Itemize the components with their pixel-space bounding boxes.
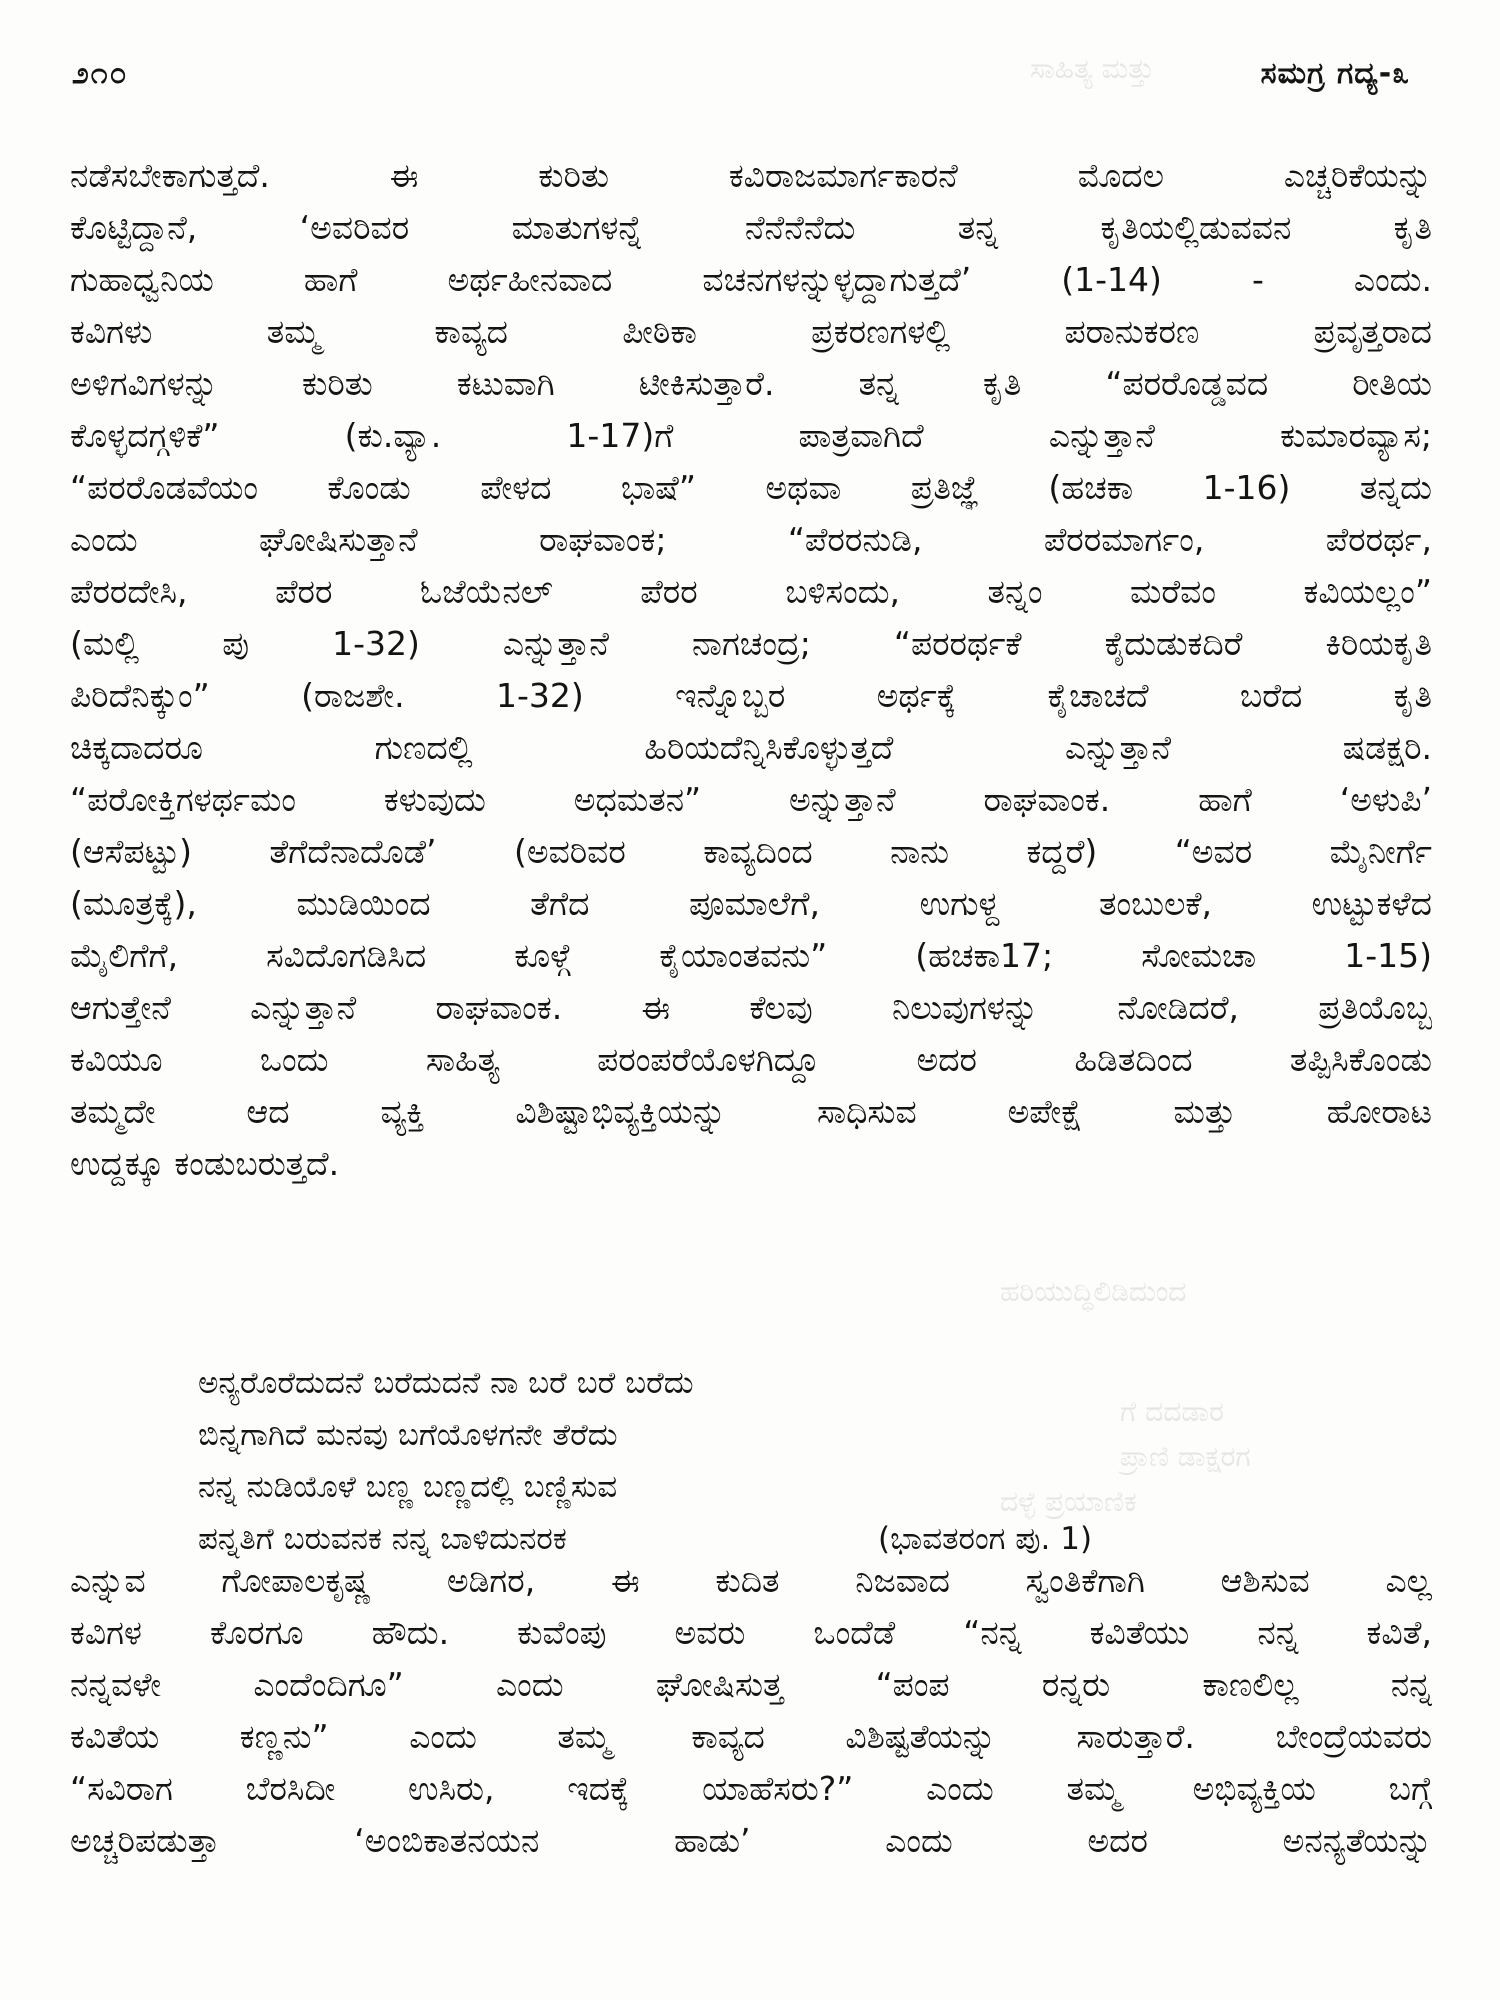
text-line: ಕೊಟ್ಟಿದ್ದಾನೆ, ‘ಅವರಿವರ ಮಾತುಗಳನ್ನೆ ನೆನೆನೆನೆದು ತನ್ನ ಕೃತಿಯಲ್ಲಿಡುವವನ ಕೃತಿ — [70, 208, 1432, 247]
verse-line: ಅನ್ಯರೊರೆದುದನೆ ಬರೆದುದನೆ ನಾ ಬರೆ ಬರೆ ಬರೆದು — [198, 1365, 694, 1401]
verse-quotation — [198, 1357, 1248, 1565]
text-line: ಎನ್ನುವ ಗೋಪಾಲಕೃಷ್ಣ ಅಡಿಗರ, ಈ ಕುದಿತ ನಿಜವಾದ ಸ್ವಂತಿಕೆಗಾಗಿ ಆಶಿಸುವ ಎಲ್ಲ — [70, 1561, 1432, 1600]
text-line: ಗುಹಾಧ್ವನಿಯ ಹಾಗೆ ಅರ್ಥಹೀನವಾದ ವಚನಗಳನ್ನುಳ್ಳದ್ದಾಗುತ್ತದೆ’ (1-14) - ಎಂದು. — [70, 260, 1432, 299]
text-line: (ಮೂತ್ರಕ್ಕೆ), ಮುಡಿಯಿಂದ ತೆಗೆದ ಪೂಮಾಲೆಗೆ, ಉಗುಳ್ದ ತಂಬುಲಕೆ, ಉಟ್ಟುಕಳೆದ — [70, 884, 1432, 923]
text-line: ಕವಿಗಳ ಕೊರಗೂ ಹೌದು. ಕುವೆಂಪು ಅವರು ಒಂದೆಡೆ “ನನ್ನ ಕವಿತೆಯು ನನ್ನ ಕವಿತೆ, — [70, 1613, 1432, 1652]
text-line: ಪೆರರದೇಸಿ, ಪೆರರ ಓಜೆಯೆನಲ್ ಪೆರರ ಬಳಿಸಂದು, ತನ್ನಂ ಮರೆವಂ ಕವಿಯಲ್ಲಂ” — [70, 572, 1432, 611]
verse-line-text: ಪನ್ನತಿಗೆ ಬರುವನಕ ನನ್ನ ಬಾಳಿದುನರಕ — [198, 1521, 567, 1557]
text-line: ಎಂದು ಘೋಷಿಸುತ್ತಾನೆ ರಾಘವಾಂಕ; “ಪೆರರನುಡಿ, ಪೆರರಮಾರ್ಗಂ, ಪೆರರರ್ಥ, — [70, 520, 1432, 559]
text-line: “ಪರೋಕ್ತಿಗಳರ್ಥಮಂ ಕಳುವುದು ಅಧಮತನ” ಅನ್ನುತ್ತಾನೆ ರಾಘವಾಂಕ. ಹಾಗೆ ‘ಅಳುಪಿ’ — [70, 780, 1432, 819]
text-line: ಪಿರಿದೆನಿಕ್ಕುಂ” (ರಾಜಶೇ. 1-32) ಇನ್ನೊಬ್ಬರ ಅರ್ಥಕ್ಕೆ ಕೈಚಾಚದೆ ಬರೆದ ಕೃತಿ — [70, 676, 1432, 715]
text-line: ಚಿಕ್ಕದಾದರೂ ಗುಣದಲ್ಲಿ ಹಿರಿಯದೆನ್ನಿಸಿಕೊಳ್ಳುತ್ತದೆ ಎನ್ನುತ್ತಾನೆ ಷಡಕ್ಷರಿ. — [70, 728, 1432, 767]
show-through-text: ಸಾಹಿತ್ಯ ಮತ್ತು — [1030, 52, 1155, 85]
show-through-text: ದಳ್ಳೆ ಪ್ರಯಾಣಿಕ — [1000, 1485, 1137, 1518]
text-line: ಉದ್ದಕ್ಕೂ ಕಂಡುಬರುತ್ತದೆ. — [70, 1144, 340, 1183]
text-line: ಕವಿತೆಯ ಕಣ್ಣನು” ಎಂದು ತಮ್ಮ ಕಾವ್ಯದ ವಿಶಿಷ್ಟತೆಯನ್ನು ಸಾರುತ್ತಾರೆ. ಬೇಂದ್ರೆಯವರು — [70, 1717, 1432, 1756]
text-line: (ಮಲ್ಲಿ ಪು 1-32) ಎನ್ನುತ್ತಾನೆ ನಾಗಚಂದ್ರ; “ಪರರರ್ಥಕೆ ಕೈದುಡುಕದಿರೆ ಕಿರಿಯಕೃತಿ — [70, 624, 1432, 663]
text-line: ಕವಿಯೂ ಒಂದು ಸಾಹಿತ್ಯ ಪರಂಪರೆಯೊಳಗಿದ್ದೂ ಅದರ ಹಿಡಿತದಿಂದ ತಪ್ಪಿಸಿಕೊಂಡು — [70, 1040, 1432, 1079]
verse-citation: (ಭಾವತರಂಗ ಪು. 1) — [878, 1521, 1093, 1557]
verse-line: ಬಿನ್ನಗಾಗಿದೆ ಮನವು ಬಗೆಯೊಳಗನೇ ತೆರೆದು — [198, 1417, 618, 1453]
text-line: ಆಗುತ್ತೇನೆ ಎನ್ನುತ್ತಾನೆ ರಾಘವಾಂಕ. ಈ ಕೆಲವು ನಿಲುವುಗಳನ್ನು ನೋಡಿದರೆ, ಪ್ರತಿಯೊಬ್ಬ — [70, 988, 1432, 1027]
text-line: ಕೊಳ್ಳದಗ್ಗಳಿಕೆ” (ಕು.ವ್ಯಾ. 1-17)ಗೆ ಪಾತ್ರವಾಗಿದೆ ಎನ್ನುತ್ತಾನೆ ಕುಮಾರವ್ಯಾಸ; — [70, 416, 1432, 455]
show-through-text: ಗೆ ದದಡಾರ — [1120, 1395, 1224, 1428]
text-line: ನನ್ನವಳೇ ಎಂದೆಂದಿಗೂ” ಎಂದು ಘೋಷಿಸುತ್ತ “ಪಂಪ ರನ್ನರು ಕಾಣಲಿಲ್ಲ ನನ್ನ — [70, 1665, 1432, 1704]
running-head: ಸಮಗ್ರ ಗದ್ಯ-೩ — [1260, 56, 1410, 91]
verse-line: ನನ್ನ ನುಡಿಯೊಳೆ ಬಣ್ಣ ಬಣ್ಣದಲ್ಲಿ ಬಣ್ಣಿಸುವ — [198, 1469, 618, 1505]
page-header — [72, 56, 1410, 96]
text-line: ತಮ್ಮದೇ ಆದ ವ್ಯಕ್ತಿ ವಿಶಿಷ್ಟಾಭಿವ್ಯಕ್ತಿಯನ್ನು ಸಾಧಿಸುವ ಅಪೇಕ್ಷೆ ಮತ್ತು ಹೋರಾಟ — [70, 1092, 1432, 1131]
text-line: ಕವಿಗಳು ತಮ್ಮ ಕಾವ್ಯದ ಪೀಠಿಕಾ ಪ್ರಕರಣಗಳಲ್ಲಿ ಪರಾನುಕರಣ ಪ್ರವೃತ್ತರಾದ — [70, 312, 1432, 351]
text-line: (ಆಸೆಪಟ್ಟು) ತೆಗೆದೆನಾದೊಡೆ’ (ಅವರಿವರ ಕಾವ್ಯದಿಂದ ನಾನು ಕದ್ದರೆ) “ಅವರ ಮೈನೀರ್ಗೆ — [70, 832, 1432, 871]
text-line: ಅಚ್ಚರಿಪಡುತ್ತಾ ‘ಅಂಬಿಕಾತನಯನ ಹಾಡು’ ಎಂದು ಅದರ ಅನನ್ಯತೆಯನ್ನು — [70, 1821, 1432, 1860]
show-through-text: ಹರಿಯುದ್ಧಿಲಿಡಿದುಂದ — [1000, 1275, 1187, 1308]
paragraph-1 — [70, 150, 1432, 1190]
text-line: “ಸವಿರಾಗ ಬೆರಸಿದೀ ಉಸಿರು, ಇದಕ್ಕೆ ಯಾಹೆಸರು?” ಎಂದು ತಮ್ಮ ಅಭಿವ್ಯಕ್ತಿಯ ಬಗ್ಗೆ — [70, 1769, 1432, 1808]
show-through-text: ಪ್ರಾಣಿ ಡಾಕ್ಷರಗ — [1120, 1440, 1251, 1473]
text-line: ಮೈಲಿಗೆಗೆ, ಸವಿದೊಗಡಿಸಿದ ಕೂಳ್ಗೆ ಕೈಯಾಂತವನು” (ಹಚಕಾ17; ಸೋಮಚಾ 1-15) — [70, 936, 1432, 975]
paragraph-2 — [70, 1555, 1432, 1867]
page-number: ೨೧೦ — [72, 56, 129, 91]
text-line: ನಡೆಸಬೇಕಾಗುತ್ತದೆ. ಈ ಕುರಿತು ಕವಿರಾಜಮಾರ್ಗಕಾರನೆ ಮೊದಲ ಎಚ್ಚರಿಕೆಯನ್ನು — [70, 156, 1432, 195]
text-line: “ಪರರೊಡವೆಯಂ ಕೊಂಡು ಪೇಳದ ಭಾಷೆ” ಅಥವಾ ಪ್ರತಿಜ್ಞೆ (ಹಚಕಾ 1-16) ತನ್ನದು — [70, 468, 1432, 507]
text-line: ಅಳಿಗವಿಗಳನ್ನು ಕುರಿತು ಕಟುವಾಗಿ ಟೀಕಿಸುತ್ತಾರೆ. ತನ್ನ ಕೃತಿ “ಪರರೊಡ್ಡವದ ರೀತಿಯ — [70, 364, 1432, 403]
